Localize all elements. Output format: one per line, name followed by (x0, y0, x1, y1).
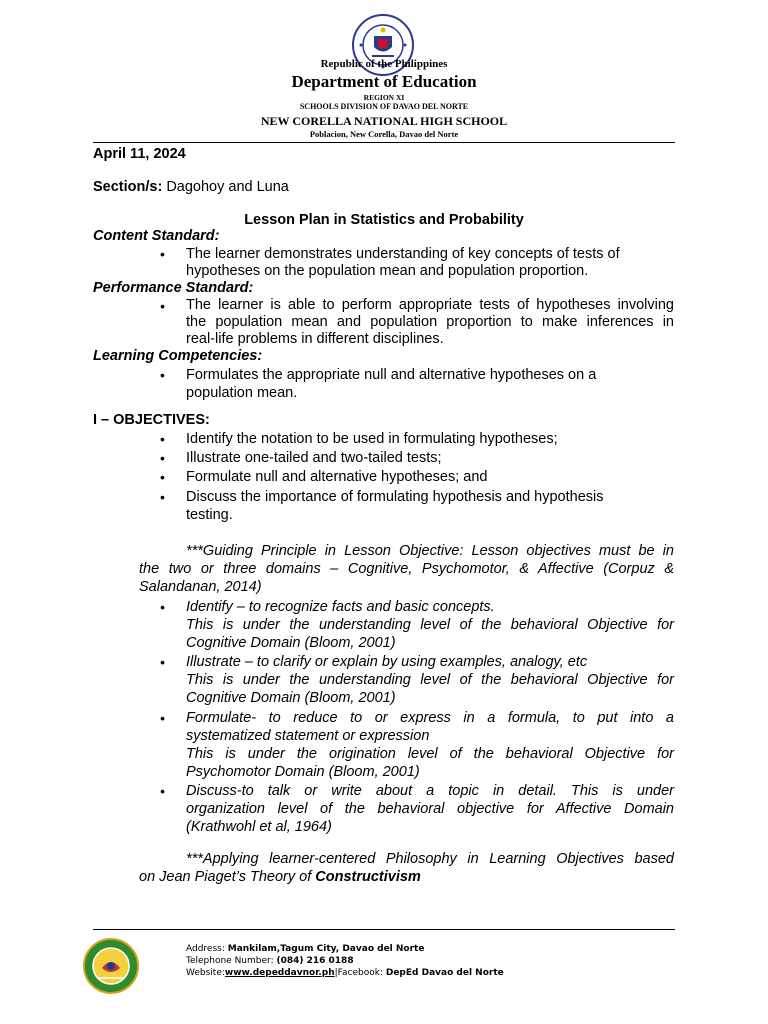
section-line (93, 179, 289, 196)
bullet-icon: • (160, 246, 165, 262)
content-standard-heading: Content Standard: (93, 228, 220, 244)
guiding-principle-text (139, 542, 674, 596)
objective-item: Identify the notation to be used in formulating hypotheses; (186, 431, 558, 447)
footer-facebook-label: |Facebook: (334, 968, 386, 978)
header-divider (93, 142, 675, 143)
applying-philosophy-text (139, 850, 674, 886)
school-name: NEW CORELLA NATIONAL HIGH SCHOOL (260, 114, 508, 128)
learning-competencies-heading: Learning Competencies: (93, 348, 263, 364)
performance-standard-heading: Performance Standard: (93, 280, 254, 296)
guiding-item-line: organization level of the behavioral objective for Affective Domain (186, 801, 674, 817)
objectives-heading: I – OBJECTIVES: (93, 412, 210, 428)
performance-standard-line: The learner is able to perform appropriate tests of hypotheses involving (186, 297, 674, 313)
guiding-item-line: Cognitive Domain (Bloom, 2001) (186, 690, 396, 706)
bullet-icon: • (160, 298, 165, 314)
guiding-item-line: This is under the understanding level of the behavioral Objective for (186, 617, 674, 633)
republic-label: Republic of the Philippines (320, 58, 448, 70)
bullet-icon: • (160, 367, 165, 383)
lesson-date: April 11, 2024 (93, 146, 186, 162)
guiding-item-line: This is under the origination level of the behavioral Objective for (186, 746, 674, 762)
objective-item: Formulate null and alternative hypotheses; and (186, 469, 488, 485)
guiding-line: the two or three domains – Cognitive, Psychomotor, & Affective (Corpuz & (139, 561, 674, 577)
footer-facebook-value: DepEd Davao del Norte (385, 968, 504, 978)
guiding-item-line: Illustrate – to clarify or explain by using examples, analogy, etc (186, 654, 588, 670)
bullet-icon: • (160, 489, 165, 505)
section-label: Section/s: (93, 179, 163, 195)
performance-standard-line: real-life problems in different disciplines. (186, 331, 444, 347)
bullet-icon: • (160, 654, 165, 670)
performance-standard-line: the population mean and population proportion to make inferences in (186, 314, 674, 330)
lesson-title: Lesson Plan in Statistics and Probability (244, 212, 524, 228)
bullet-icon: • (160, 450, 165, 466)
footer-address-label: Address: (186, 944, 228, 954)
guiding-item-identify (186, 598, 674, 652)
bullet-icon: • (160, 469, 165, 485)
division-logo (83, 938, 139, 994)
footer-web (186, 967, 504, 979)
division-label: SCHOOLS DIVISION OF DAVAO DEL NORTE (299, 102, 469, 111)
objective-item-continued: testing. (186, 507, 233, 523)
guiding-item-line: Cognitive Domain (Bloom, 2001) (186, 635, 396, 651)
footer-address (186, 943, 424, 955)
guiding-line: ***Guiding Principle in Lesson Objective: Lesson objectives must be in (186, 543, 674, 559)
guiding-item-formulate (186, 709, 674, 781)
guiding-item-illustrate (186, 653, 674, 707)
footer-website-link[interactable]: www.depeddavnor.ph (224, 968, 335, 978)
footer-website-label: Website: (186, 968, 225, 978)
competency-line: population mean. (186, 385, 298, 401)
applying-line (139, 868, 674, 886)
guiding-line: Salandanan, 2014) (139, 579, 262, 595)
performance-standard-text (186, 297, 674, 348)
content-standard-line: The learner demonstrates understanding of key concepts of tests of (186, 246, 620, 262)
bullet-icon: • (160, 710, 165, 726)
footer-divider (93, 929, 675, 930)
guiding-item-line: Formulate- to reduce to or express in a formula, to put into a (186, 710, 674, 726)
bullet-icon: • (160, 599, 165, 615)
footer-phone-label: Telephone Number: (186, 956, 277, 966)
department-title: Department of Education (291, 72, 477, 91)
guiding-item-line: This is under the understanding level of the behavioral Objective for (186, 672, 674, 688)
region-label: REGION XI (363, 93, 405, 102)
school-address: Poblacion, New Corella, Davao del Norte (309, 129, 459, 139)
guiding-item-line: Discuss-to talk or write about a topic in detail. This is under (186, 783, 674, 799)
bullet-icon: • (160, 431, 165, 447)
applying-line: ***Applying learner-centered Philosophy in Learning Objectives based (186, 851, 674, 867)
guiding-item-line: (Krathwohl et al, 1964) (186, 819, 332, 835)
guiding-item-discuss (186, 782, 674, 836)
competency-line: Formulates the appropriate null and alternative hypotheses on a (186, 367, 597, 383)
applying-line-text: on Jean Piaget’s Theory of (139, 869, 316, 885)
footer-phone (186, 955, 354, 967)
objective-item: Illustrate one-tailed and two-tailed tests; (186, 450, 442, 466)
guiding-item-line: Identify – to recognize facts and basic concepts. (186, 599, 495, 615)
bullet-icon: • (160, 783, 165, 799)
guiding-item-line: systematized statement or expression (186, 728, 430, 744)
constructivism-term: Constructivism (315, 869, 421, 885)
guiding-item-line: Psychomotor Domain (Bloom, 2001) (186, 764, 420, 780)
content-standard-line: hypotheses on the population mean and population proportion. (186, 263, 589, 279)
footer-phone-value: (084) 216 0188 (276, 956, 354, 966)
footer-address-value: Mankilam,Tagum City, Davao del Norte (227, 944, 425, 954)
objective-item: Discuss the importance of formulating hypothesis and hypothesis (186, 489, 604, 505)
section-value: Dagohoy and Luna (162, 179, 289, 195)
